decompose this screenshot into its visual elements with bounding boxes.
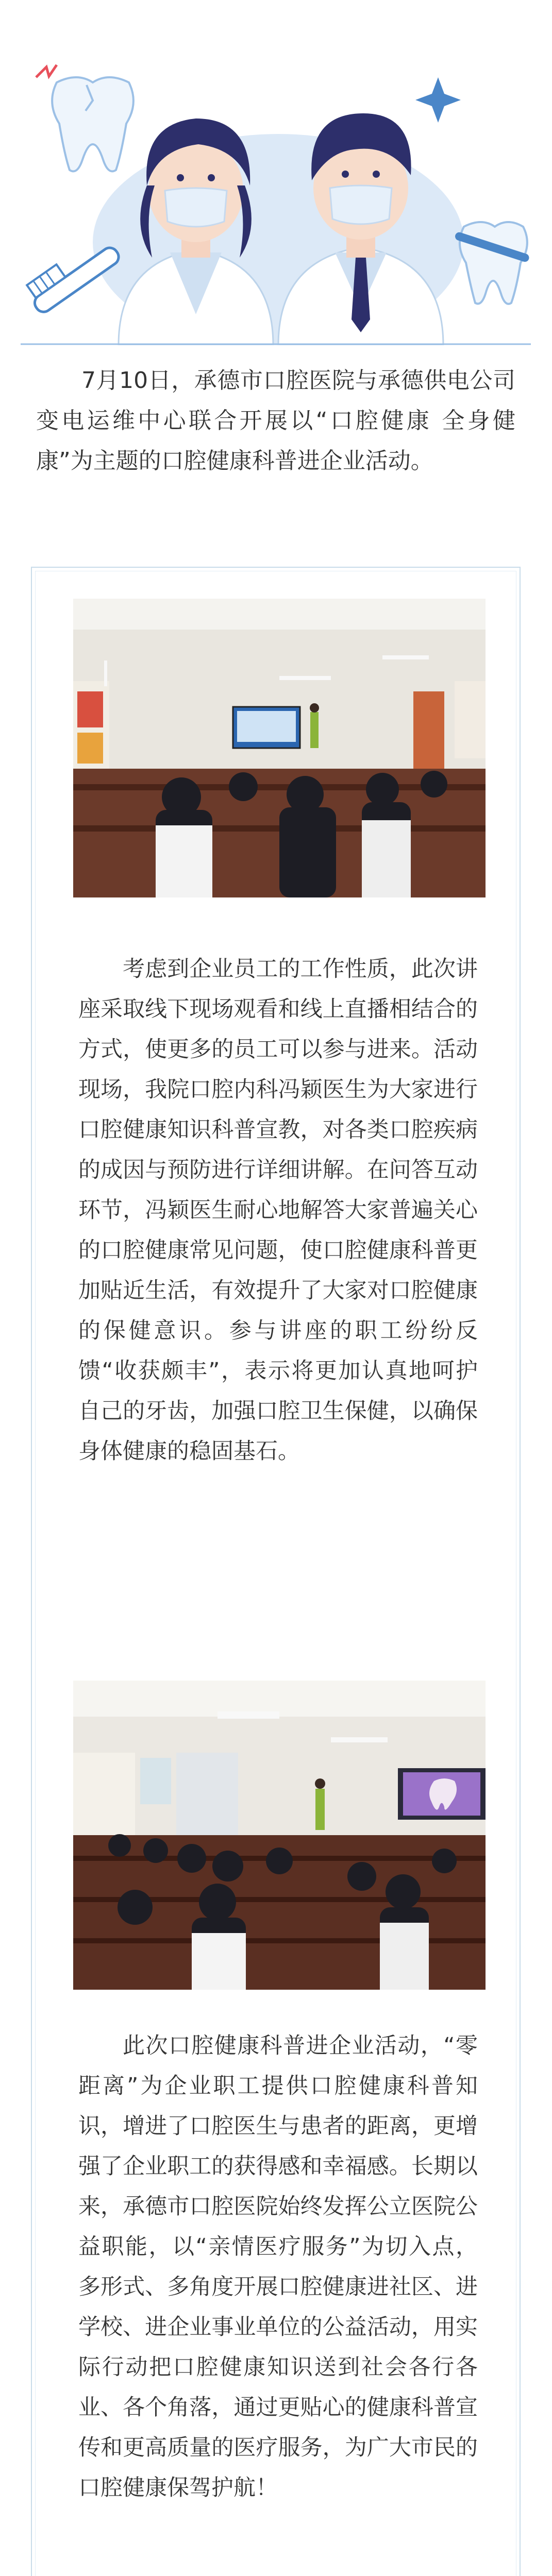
lecture-photo-2 bbox=[73, 1681, 486, 1990]
sparkle-icon bbox=[415, 77, 461, 123]
header-illustration bbox=[0, 0, 552, 345]
lecture-photo-1 bbox=[73, 599, 486, 897]
intro-paragraph: 7月10日，承德市口腔医院与承德供电公司变电运维中心联合开展以“口腔健康 全身健康”为主题的口腔健康科普进企业活动。 bbox=[36, 367, 515, 474]
tooth-tool-icon bbox=[454, 222, 530, 304]
paragraph-1: 考虑到企业员工的工作性质，此次讲座采取线下现场观看和线上直播相结合的方式，使更多的员工可以参与进来。活动现场，我院口腔内科冯颖医生为大家进行口腔健康知识科普宣教，对各类口腔疾病的成因与预防进行详细讲解。在问答互动环节，冯颖医生耐心地解答大家普遍关心的口腔健康常见问题，使口腔健康科普更加贴近生活，有效提升了大家对口腔健康的保健意识。参与讲座的职工纷纷反馈“收获颇丰”，表示将更加认真地呵护自己的牙齿，加强口腔卫生保健，以确保身体健康的稳固基石。 bbox=[78, 956, 478, 1464]
doctors-illustration bbox=[0, 0, 552, 345]
tooth-icon bbox=[36, 65, 133, 172]
paragraph-2: 此次口腔健康科普进企业活动，“零距离”为企业职工提供口腔健康科普知识，增进了口腔医生与患者的距离，更增强了企业职工的获得感和幸福感。长期以来，承德市口腔医院始终发挥公立医院公益职能，以“亲情医疗服务”为切入点，多形式、多角度开展口腔健康进社区、进学校、进企业事业单位的公益活动，用实际行动把口腔健康知识送到社会各行各业、各个角落，通过更贴心的健康科普宣传和更高质量的医疗服务，为广大市民的口腔健康保驾护航！ bbox=[78, 2033, 478, 2501]
content-card bbox=[31, 567, 521, 2576]
